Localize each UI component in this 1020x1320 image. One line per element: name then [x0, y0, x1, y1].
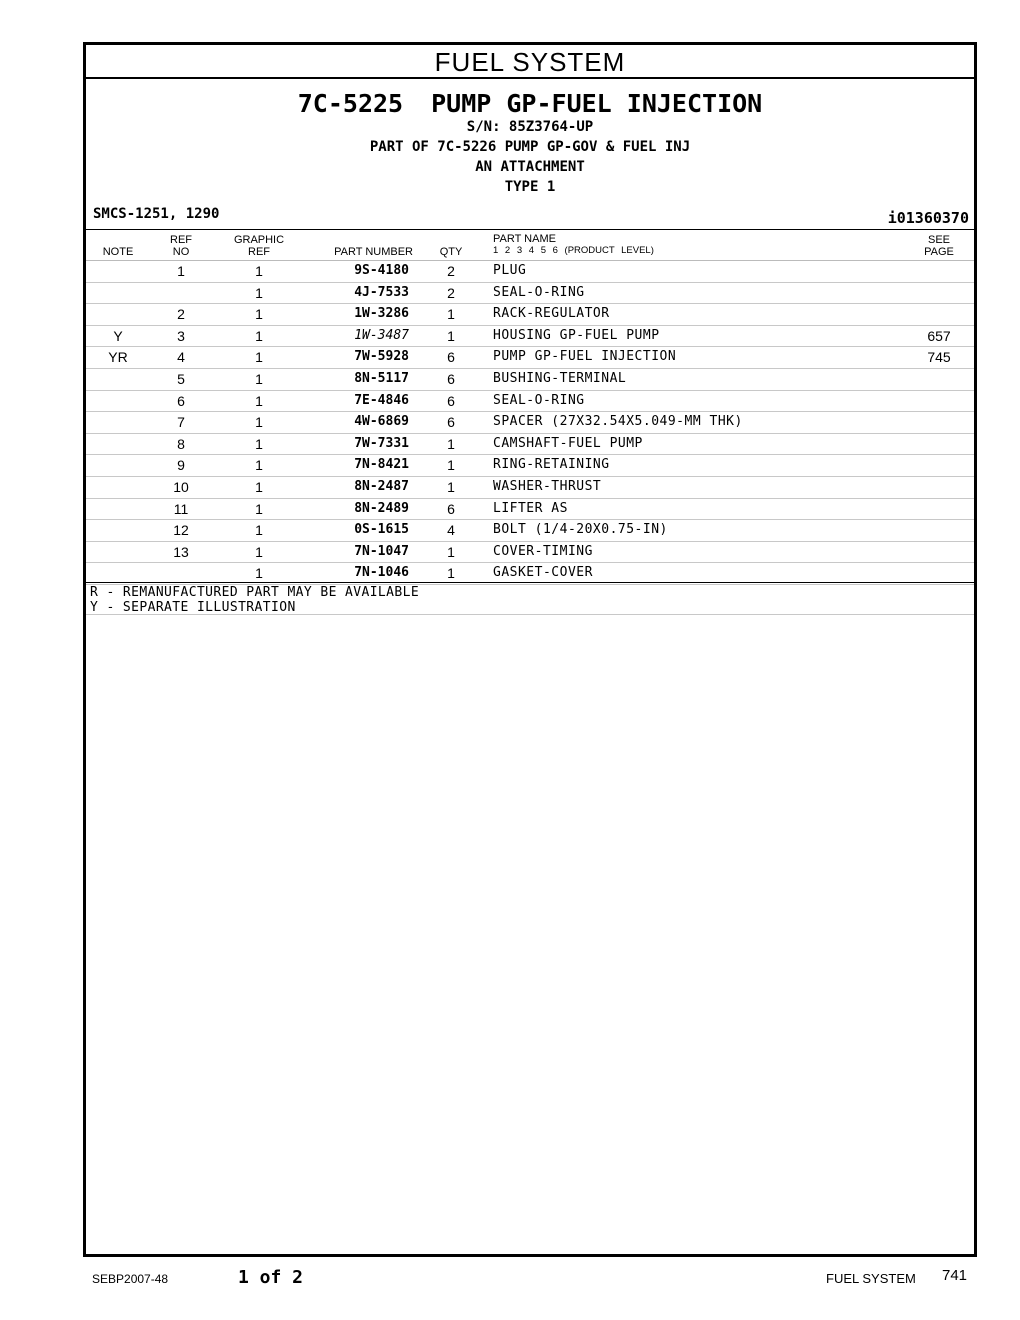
footer-section: FUEL SYSTEM	[826, 1271, 916, 1286]
row-ref-no: 10	[173, 478, 189, 495]
row-graphic-ref: 1	[255, 284, 263, 301]
row-qty: 1	[447, 435, 455, 452]
row-part-name: WASHER-THRUST	[493, 478, 602, 494]
table-row	[86, 412, 974, 434]
row-part-name: HOUSING GP-FUEL PUMP	[493, 327, 660, 343]
row-graphic-ref: 1	[255, 349, 263, 366]
smcs-code: SMCS-1251, 1290	[93, 206, 220, 222]
row-part-number[interactable]: 0S-1615	[354, 522, 409, 538]
row-part-name: RING-RETAINING	[493, 457, 610, 473]
row-graphic-ref: 1	[255, 392, 263, 409]
row-graphic-ref: 1	[255, 327, 263, 344]
row-part-name: LIFTER AS	[493, 500, 568, 516]
type-line: TYPE 1	[504, 179, 556, 195]
row-ref-no: 13	[173, 543, 189, 560]
row-part-number[interactable]: 7N-1046	[354, 565, 409, 581]
row-ref-no: 5	[177, 370, 185, 387]
row-ref-no: 11	[173, 500, 189, 517]
row-see-page[interactable]: 745	[927, 349, 951, 366]
row-graphic-ref: 1	[255, 457, 263, 474]
parts-page-frame	[83, 42, 977, 1257]
row-part-number[interactable]: 7W-5928	[354, 349, 409, 365]
row-qty: 4	[447, 522, 455, 539]
row-ref-no: 1	[177, 263, 185, 279]
legend-separate-illustration: Y - SEPARATE ILLUSTRATION	[90, 600, 296, 615]
row-qty: 1	[447, 565, 455, 582]
row-part-name: SPACER (27X32.54X5.049-MM THK)	[493, 414, 743, 430]
table-row	[86, 499, 974, 521]
row-part-name: SEAL-O-RING	[493, 392, 585, 408]
row-note: Y	[113, 327, 123, 344]
row-graphic-ref: 1	[255, 263, 263, 279]
serial-range: S/N: 85Z3764-UP	[466, 119, 594, 135]
table-row	[86, 477, 974, 499]
table-row	[86, 283, 974, 305]
row-qty: 1	[447, 457, 455, 474]
row-part-name: RACK-REGULATOR	[493, 306, 610, 322]
row-part-number[interactable]: 8N-5117	[354, 370, 409, 386]
row-ref-no: 8	[177, 435, 185, 452]
row-see-page[interactable]: 657	[927, 327, 951, 344]
row-qty: 6	[447, 414, 455, 431]
parts-table	[86, 261, 974, 585]
footer-doc-id: SEBP2007-48	[92, 1272, 169, 1286]
section-title: FUEL SYSTEM	[86, 45, 974, 79]
table-row	[86, 326, 974, 348]
row-part-number[interactable]: 4J-7533	[354, 284, 409, 300]
row-part-number[interactable]: 1W-3286	[354, 306, 409, 322]
attachment-line: AN ATTACHMENT	[475, 159, 585, 175]
row-part-name: SEAL-O-RING	[493, 284, 585, 300]
row-part-name: PUMP GP-FUEL INJECTION	[493, 349, 677, 365]
row-qty: 1	[447, 306, 455, 323]
table-row	[86, 369, 974, 391]
col-ref-no-line2: NO	[172, 246, 190, 258]
table-row	[86, 455, 974, 477]
row-graphic-ref: 1	[255, 478, 263, 495]
row-ref-no: 2	[177, 306, 185, 323]
row-graphic-ref: 1	[255, 500, 263, 517]
row-ref-no: 12	[173, 522, 189, 539]
row-qty: 1	[447, 327, 455, 344]
row-ref-no: 7	[177, 414, 185, 431]
table-row	[86, 520, 974, 542]
row-part-name: BUSHING-TERMINAL	[493, 370, 627, 386]
row-graphic-ref: 1	[255, 370, 263, 387]
row-ref-no: 4	[177, 349, 185, 366]
legend-notes	[86, 582, 974, 615]
table-row	[86, 261, 974, 283]
row-qty: 2	[447, 263, 455, 279]
row-qty: 6	[447, 392, 455, 409]
assembly-part-name: PUMP GP-FUEL INJECTION	[431, 89, 763, 118]
table-row	[86, 434, 974, 456]
row-graphic-ref: 1	[255, 435, 263, 452]
part-of-line: PART OF 7C-5226 PUMP GP-GOV & FUEL INJ	[369, 139, 691, 155]
row-qty: 6	[447, 349, 455, 366]
table-row	[86, 304, 974, 326]
row-qty: 1	[447, 543, 455, 560]
col-product-level: 1 2 3 4 5 6 (PRODUCT LEVEL)	[493, 245, 654, 256]
row-graphic-ref: 1	[255, 543, 263, 560]
row-part-name: CAMSHAFT-FUEL PUMP	[493, 435, 643, 451]
row-note: YR	[108, 349, 128, 366]
table-row	[86, 391, 974, 413]
col-graphic-ref-line1: GRAPHIC	[233, 234, 285, 246]
assembly-part-number: 7C-5225	[297, 89, 404, 118]
col-graphic-ref	[229, 234, 289, 258]
table-row	[86, 542, 974, 564]
row-part-number[interactable]: 7N-8421	[354, 457, 409, 473]
row-qty: 6	[447, 370, 455, 387]
row-ref-no: 6	[177, 392, 185, 409]
col-ref-no-line1: REF	[170, 234, 192, 246]
row-graphic-ref: 1	[255, 306, 263, 323]
column-header	[86, 229, 974, 261]
row-qty: 6	[447, 500, 455, 517]
assembly-heading	[86, 89, 974, 119]
row-part-name: GASKET-COVER	[493, 565, 593, 581]
footer-page-of: 1 of 2	[238, 1267, 304, 1288]
row-part-number[interactable]: 1W-3487	[354, 327, 409, 343]
row-graphic-ref: 1	[255, 565, 263, 582]
row-part-number[interactable]: 8N-2487	[354, 478, 409, 494]
row-part-name: BOLT (1/4-20X0.75-IN)	[493, 522, 668, 538]
col-ref-no	[166, 234, 196, 258]
legend-remanufactured: R - REMANUFACTURED PART MAY BE AVAILABLE	[90, 585, 420, 600]
col-see-page	[919, 234, 959, 258]
col-note: NOTE	[102, 246, 134, 258]
row-part-name: COVER-TIMING	[493, 543, 593, 559]
row-graphic-ref: 1	[255, 522, 263, 539]
row-qty: 1	[447, 478, 455, 495]
col-qty: QTY	[439, 246, 463, 258]
col-part-number: PART NUMBER	[334, 246, 413, 258]
row-ref-no: 3	[177, 327, 185, 344]
row-part-number[interactable]: 8N-2489	[354, 500, 409, 516]
col-see-page-line2: PAGE	[924, 246, 954, 258]
row-part-number[interactable]: 7W-7331	[354, 435, 409, 451]
col-graphic-ref-line2: REF	[248, 246, 270, 258]
row-part-number[interactable]: 4W-6869	[354, 414, 409, 430]
table-row	[86, 347, 974, 369]
row-part-name: PLUG	[493, 263, 527, 278]
row-qty: 2	[447, 284, 455, 301]
col-part-name: PART NAME	[493, 233, 556, 245]
footer-page-number: 741	[942, 1267, 968, 1284]
row-part-number[interactable]: 7N-1047	[354, 543, 409, 559]
illustration-id: i01360370	[887, 209, 969, 227]
row-part-number[interactable]: 7E-4846	[354, 392, 409, 408]
row-part-number[interactable]: 9S-4180	[354, 263, 409, 278]
col-see-page-line1: SEE	[927, 234, 950, 246]
row-graphic-ref: 1	[255, 414, 263, 431]
row-ref-no: 9	[177, 457, 185, 474]
